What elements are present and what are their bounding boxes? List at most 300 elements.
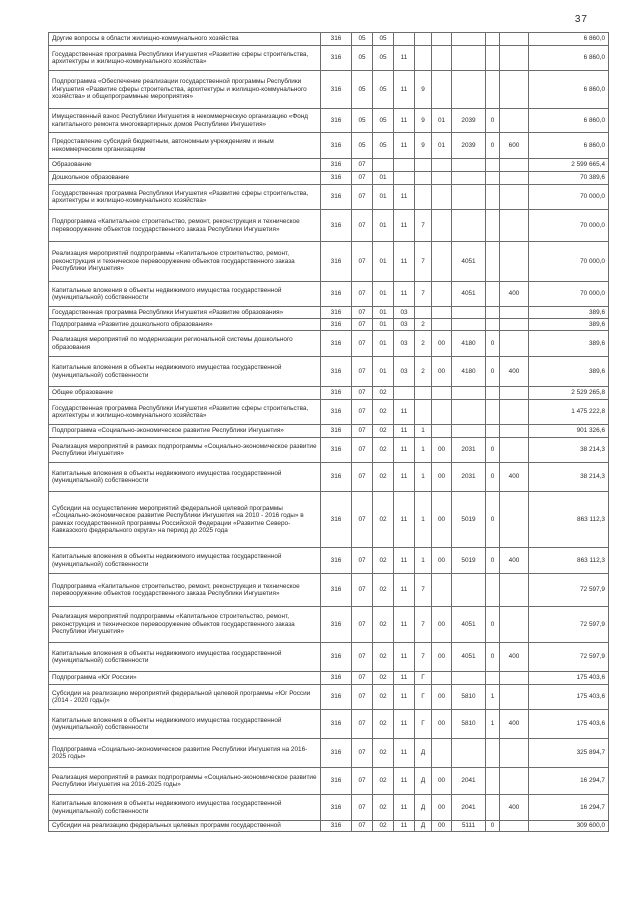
row-code-c4: 11	[394, 210, 415, 242]
row-code-c5: 7	[415, 210, 432, 242]
row-name: Реализация мероприятий подпрограммы «Капитальное строительство, ремонт, реконструкция и техническое перевооружение объектов государственного заказа Республики Ингушетия»	[49, 607, 321, 643]
row-code-c1: 316	[321, 46, 352, 71]
row-code-c4: 11	[394, 46, 415, 71]
row-code-c6: 00	[432, 607, 452, 643]
row-code-c5: 7	[415, 242, 432, 282]
row-code-c8: 0	[486, 548, 500, 574]
row-code-c6: 00	[432, 821, 452, 832]
row-code-c5: Д	[415, 768, 432, 795]
row-amount: 863 112,3	[529, 548, 609, 574]
row-code-c5: Д	[415, 739, 432, 768]
row-name: Подпрограмма «Социально-экономическое развитие Республики Ингушетия на 2016-2025 годы»	[49, 739, 321, 768]
row-code-c2: 07	[352, 159, 373, 172]
row-code-c2: 05	[352, 109, 373, 133]
row-code-c3: 05	[373, 133, 394, 159]
row-code-c9	[500, 185, 529, 210]
row-amount: 70 000,0	[529, 282, 609, 307]
row-code-c7	[452, 159, 486, 172]
row-code-c2: 07	[352, 821, 373, 832]
row-code-c3: 01	[373, 210, 394, 242]
row-code-c4: 11	[394, 492, 415, 548]
row-name: Субсидии на осуществление мероприятий федеральной целевой программы «Социально-экономическое развитие Республики Ингушетия на 2010 - 2016 годы» в рамках государственной программы Российской Федерации «Развитие Северо-Кавказского федерального округа» на период до 2025 года	[49, 492, 321, 548]
row-code-c6	[432, 400, 452, 425]
row-code-c1: 316	[321, 425, 352, 438]
budget-table	[48, 32, 609, 832]
row-code-c9	[500, 438, 529, 463]
row-code-c9	[500, 33, 529, 46]
row-code-c7: 2041	[452, 768, 486, 795]
row-code-c1: 316	[321, 319, 352, 331]
row-code-c4: 11	[394, 710, 415, 739]
row-code-c5: Г	[415, 685, 432, 710]
row-code-c7: 2039	[452, 133, 486, 159]
row-code-c9: 400	[500, 357, 529, 387]
table-row	[49, 159, 609, 172]
row-amount: 72 597,9	[529, 574, 609, 607]
row-code-c7: 4051	[452, 643, 486, 672]
row-code-c8: 0	[486, 357, 500, 387]
row-code-c2: 07	[352, 319, 373, 331]
row-code-c8	[486, 425, 500, 438]
row-code-c8	[486, 185, 500, 210]
row-code-c4: 03	[394, 307, 415, 319]
row-code-c2: 05	[352, 46, 373, 71]
row-code-c5: Г	[415, 710, 432, 739]
row-code-c9	[500, 685, 529, 710]
row-code-c5	[415, 172, 432, 185]
row-amount: 389,6	[529, 307, 609, 319]
row-amount: 6 860,0	[529, 109, 609, 133]
row-code-c9	[500, 821, 529, 832]
row-code-c6	[432, 159, 452, 172]
row-code-c7: 5019	[452, 492, 486, 548]
row-code-c8	[486, 739, 500, 768]
row-code-c7	[452, 210, 486, 242]
row-code-c2: 07	[352, 242, 373, 282]
row-code-c9: 400	[500, 282, 529, 307]
row-code-c9	[500, 307, 529, 319]
row-amount: 72 597,9	[529, 643, 609, 672]
row-code-c5: 1	[415, 492, 432, 548]
row-code-c4: 11	[394, 574, 415, 607]
row-code-c5: 1	[415, 425, 432, 438]
row-code-c5: 1	[415, 463, 432, 492]
row-code-c8	[486, 795, 500, 821]
row-code-c8: 0	[486, 438, 500, 463]
table-row	[49, 739, 609, 768]
row-code-c3: 05	[373, 109, 394, 133]
row-code-c4: 11	[394, 685, 415, 710]
row-code-c5: 7	[415, 574, 432, 607]
row-code-c1: 316	[321, 210, 352, 242]
row-code-c8	[486, 172, 500, 185]
row-amount: 38 214,3	[529, 438, 609, 463]
row-code-c4: 11	[394, 463, 415, 492]
row-code-c2: 05	[352, 133, 373, 159]
row-amount: 16 294,7	[529, 795, 609, 821]
row-code-c5: Г	[415, 672, 432, 685]
row-amount: 6 860,0	[529, 133, 609, 159]
row-amount: 389,6	[529, 331, 609, 357]
row-code-c8: 0	[486, 463, 500, 492]
row-code-c7	[452, 425, 486, 438]
row-amount: 70 000,0	[529, 210, 609, 242]
row-amount: 389,6	[529, 357, 609, 387]
table-row	[49, 795, 609, 821]
row-code-c3: 01	[373, 357, 394, 387]
row-code-c9	[500, 672, 529, 685]
table-row	[49, 185, 609, 210]
row-code-c4: 11	[394, 643, 415, 672]
row-code-c3: 05	[373, 33, 394, 46]
row-name: Реализация мероприятий в рамках подпрограммы «Социально-экономическое развитие Республики Ингушетия на 2016-2025 годы»	[49, 768, 321, 795]
row-code-c1: 316	[321, 400, 352, 425]
row-amount: 2 599 665,4	[529, 159, 609, 172]
row-code-c2: 07	[352, 672, 373, 685]
row-name: Предоставление субсидий бюджетным, автономным учреждениям и иным некоммерческим организациям	[49, 133, 321, 159]
table-row	[49, 438, 609, 463]
row-code-c9: 400	[500, 548, 529, 574]
row-code-c7	[452, 307, 486, 319]
row-name: Другие вопросы в области жилищно-коммунального хозяйства	[49, 33, 321, 46]
row-amount: 863 112,3	[529, 492, 609, 548]
row-name: Капитальные вложения в объекты недвижимого имущества государственной (муниципальной) собственности	[49, 795, 321, 821]
row-code-c9	[500, 425, 529, 438]
row-code-c1: 316	[321, 672, 352, 685]
row-code-c7	[452, 387, 486, 400]
row-code-c5: 7	[415, 643, 432, 672]
row-amount: 1 475 222,8	[529, 400, 609, 425]
row-code-c2: 07	[352, 185, 373, 210]
row-name: Подпрограмма «Социально-экономическое развитие Республики Ингушетия»	[49, 425, 321, 438]
row-code-c5	[415, 387, 432, 400]
row-code-c9	[500, 109, 529, 133]
page-number: 37	[574, 14, 588, 25]
row-code-c6	[432, 574, 452, 607]
row-code-c8	[486, 46, 500, 71]
row-code-c5: Д	[415, 821, 432, 832]
row-name: Государственная программа Республики Ингушетия «Развитие сферы строительства, архитектуры и жилищно-коммунального хозяйства»	[49, 185, 321, 210]
row-code-c8	[486, 319, 500, 331]
row-name: Реализация мероприятий в рамках подпрограммы «Социально-экономическое развитие Республики Ингушетия»	[49, 438, 321, 463]
row-code-c1: 316	[321, 710, 352, 739]
row-code-c6: 00	[432, 357, 452, 387]
row-code-c4: 11	[394, 242, 415, 282]
row-name: Капитальные вложения в объекты недвижимого имущества государственной (муниципальной) собственности	[49, 710, 321, 739]
row-code-c7: 4051	[452, 282, 486, 307]
row-code-c1: 316	[321, 574, 352, 607]
row-name: Субсидии на реализацию федеральных целевых программ государственной	[49, 821, 321, 832]
row-code-c8: 0	[486, 331, 500, 357]
row-code-c1: 316	[321, 739, 352, 768]
row-code-c5	[415, 159, 432, 172]
row-code-c7: 4051	[452, 242, 486, 282]
row-code-c8: 1	[486, 710, 500, 739]
row-code-c6	[432, 307, 452, 319]
row-code-c7: 4051	[452, 607, 486, 643]
table-row	[49, 463, 609, 492]
row-code-c3: 01	[373, 319, 394, 331]
row-code-c9	[500, 71, 529, 109]
row-code-c5: 9	[415, 133, 432, 159]
row-code-c7	[452, 574, 486, 607]
row-name: Подпрограмма «Капитальное строительство, ремонт, реконструкция и техническое перевооружение объектов государственного заказа Республики Ингушетия»	[49, 574, 321, 607]
row-code-c1: 316	[321, 387, 352, 400]
row-code-c9	[500, 319, 529, 331]
row-code-c8	[486, 159, 500, 172]
row-code-c3: 01	[373, 307, 394, 319]
row-code-c4	[394, 159, 415, 172]
row-code-c4: 11	[394, 133, 415, 159]
row-code-c2: 07	[352, 607, 373, 643]
row-name: Подпрограмма «Обеспечение реализации государственной программы Республики Ингушетия «Развитие сферы строительства, архитектуры и жилищно-коммунального хозяйства» и общепрограммные мероприятия»	[49, 71, 321, 109]
row-code-c2: 07	[352, 643, 373, 672]
row-code-c1: 316	[321, 159, 352, 172]
row-code-c7: 2041	[452, 795, 486, 821]
row-code-c7	[452, 46, 486, 71]
row-name: Государственная программа Республики Ингушетия «Развитие сферы строительства, архитектуры и жилищно-коммунального хозяйства»	[49, 400, 321, 425]
row-code-c8	[486, 387, 500, 400]
row-amount: 901 326,6	[529, 425, 609, 438]
table-row	[49, 607, 609, 643]
row-code-c6	[432, 672, 452, 685]
row-code-c8	[486, 768, 500, 795]
row-code-c5	[415, 46, 432, 71]
row-code-c4: 11	[394, 400, 415, 425]
row-code-c7: 4180	[452, 331, 486, 357]
row-code-c3: 02	[373, 685, 394, 710]
row-code-c3: 05	[373, 46, 394, 71]
row-name: Подпрограмма «Юг России»	[49, 672, 321, 685]
table-row	[49, 685, 609, 710]
row-code-c7	[452, 185, 486, 210]
row-code-c9: 400	[500, 463, 529, 492]
row-code-c6: 00	[432, 685, 452, 710]
row-code-c5: 9	[415, 109, 432, 133]
row-name: Капитальные вложения в объекты недвижимого имущества государственной (муниципальной) собственности	[49, 282, 321, 307]
row-code-c8: 0	[486, 607, 500, 643]
row-code-c2: 07	[352, 685, 373, 710]
row-code-c5: Д	[415, 795, 432, 821]
row-code-c8: 0	[486, 133, 500, 159]
row-code-c2: 07	[352, 739, 373, 768]
table-row	[49, 425, 609, 438]
row-code-c9	[500, 768, 529, 795]
row-code-c2: 07	[352, 387, 373, 400]
row-name: Реализация мероприятий подпрограммы «Капитальное строительство, ремонт, реконструкция и техническое перевооружение объектов государственного заказа Республики Ингушетия»	[49, 242, 321, 282]
row-code-c3: 01	[373, 185, 394, 210]
row-code-c4: 11	[394, 71, 415, 109]
row-name: Образование	[49, 159, 321, 172]
row-code-c6	[432, 71, 452, 109]
table-row	[49, 242, 609, 282]
row-amount: 70 000,0	[529, 185, 609, 210]
row-amount: 6 860,0	[529, 46, 609, 71]
row-code-c2: 07	[352, 331, 373, 357]
row-code-c5	[415, 33, 432, 46]
row-code-c4: 11	[394, 109, 415, 133]
row-code-c1: 316	[321, 607, 352, 643]
row-code-c5	[415, 307, 432, 319]
row-name: Имущественный взнос Республики Ингушетия в некоммерческую организацию «Фонд капитального ремонта многоквартирных домов Республики Ингушетия»	[49, 109, 321, 133]
row-amount: 6 860,0	[529, 33, 609, 46]
row-code-c7	[452, 319, 486, 331]
row-code-c7: 4180	[452, 357, 486, 387]
table-body	[49, 33, 609, 832]
table-row	[49, 710, 609, 739]
row-code-c1: 316	[321, 643, 352, 672]
row-amount: 70 389,6	[529, 172, 609, 185]
row-code-c7: 5019	[452, 548, 486, 574]
row-code-c4	[394, 172, 415, 185]
row-amount: 389,6	[529, 319, 609, 331]
row-code-c6: 01	[432, 133, 452, 159]
row-code-c2: 07	[352, 438, 373, 463]
table-row	[49, 133, 609, 159]
row-code-c6: 00	[432, 710, 452, 739]
table-row	[49, 357, 609, 387]
row-code-c4: 11	[394, 739, 415, 768]
table-row	[49, 387, 609, 400]
row-code-c8	[486, 210, 500, 242]
row-amount: 6 860,0	[529, 71, 609, 109]
row-name: Дошкольное образование	[49, 172, 321, 185]
row-code-c8	[486, 672, 500, 685]
row-code-c3: 02	[373, 548, 394, 574]
row-code-c1: 316	[321, 548, 352, 574]
row-code-c6: 00	[432, 795, 452, 821]
row-code-c9: 400	[500, 795, 529, 821]
row-code-c3: 02	[373, 821, 394, 832]
row-code-c1: 316	[321, 795, 352, 821]
row-code-c5: 2	[415, 331, 432, 357]
row-code-c9	[500, 607, 529, 643]
row-code-c4: 11	[394, 768, 415, 795]
row-code-c9: 600	[500, 133, 529, 159]
row-code-c4: 11	[394, 282, 415, 307]
row-code-c8: 0	[486, 643, 500, 672]
row-code-c7	[452, 739, 486, 768]
row-code-c1: 316	[321, 133, 352, 159]
table-row	[49, 282, 609, 307]
row-code-c3: 02	[373, 425, 394, 438]
row-code-c9	[500, 159, 529, 172]
row-code-c8: 0	[486, 492, 500, 548]
row-code-c3: 02	[373, 710, 394, 739]
row-name: Общее образование	[49, 387, 321, 400]
table-row	[49, 71, 609, 109]
row-code-c4: 03	[394, 331, 415, 357]
row-code-c1: 316	[321, 307, 352, 319]
row-code-c8	[486, 71, 500, 109]
row-code-c7	[452, 33, 486, 46]
row-code-c2: 07	[352, 210, 373, 242]
table-row	[49, 548, 609, 574]
row-code-c3: 01	[373, 172, 394, 185]
row-code-c4: 11	[394, 185, 415, 210]
row-amount: 175 403,6	[529, 672, 609, 685]
row-code-c3: 02	[373, 768, 394, 795]
row-code-c1: 316	[321, 282, 352, 307]
row-code-c9	[500, 492, 529, 548]
row-code-c9	[500, 400, 529, 425]
row-code-c6	[432, 210, 452, 242]
row-code-c9	[500, 387, 529, 400]
row-code-c1: 316	[321, 357, 352, 387]
row-code-c5	[415, 400, 432, 425]
row-code-c6	[432, 172, 452, 185]
row-code-c2: 07	[352, 172, 373, 185]
row-code-c7: 2031	[452, 463, 486, 492]
row-code-c1: 316	[321, 685, 352, 710]
row-code-c6: 00	[432, 492, 452, 548]
row-name: Капитальные вложения в объекты недвижимого имущества государственной (муниципальной) собственности	[49, 643, 321, 672]
table-row	[49, 400, 609, 425]
row-code-c2: 07	[352, 463, 373, 492]
table-row	[49, 821, 609, 832]
row-name: Реализация мероприятий по модернизации региональной системы дошкольного образования	[49, 331, 321, 357]
row-code-c6	[432, 282, 452, 307]
row-code-c8: 0	[486, 109, 500, 133]
row-code-c5: 2	[415, 319, 432, 331]
row-code-c6	[432, 242, 452, 282]
row-code-c7: 2039	[452, 109, 486, 133]
row-code-c9	[500, 46, 529, 71]
row-code-c8	[486, 33, 500, 46]
row-code-c4: 11	[394, 821, 415, 832]
table-row	[49, 331, 609, 357]
row-code-c1: 316	[321, 821, 352, 832]
row-code-c9: 400	[500, 643, 529, 672]
row-code-c4: 11	[394, 438, 415, 463]
row-code-c6: 00	[432, 331, 452, 357]
row-code-c6	[432, 425, 452, 438]
row-code-c4: 03	[394, 357, 415, 387]
row-amount: 72 597,9	[529, 607, 609, 643]
row-code-c4	[394, 387, 415, 400]
table-row	[49, 307, 609, 319]
row-code-c3: 02	[373, 387, 394, 400]
row-code-c4: 11	[394, 548, 415, 574]
row-code-c3	[373, 159, 394, 172]
row-code-c3: 01	[373, 242, 394, 282]
table-row	[49, 172, 609, 185]
row-code-c1: 316	[321, 71, 352, 109]
row-amount: 175 403,6	[529, 685, 609, 710]
row-code-c6: 00	[432, 438, 452, 463]
row-code-c6: 00	[432, 643, 452, 672]
row-code-c1: 316	[321, 109, 352, 133]
row-code-c3: 02	[373, 492, 394, 548]
row-code-c6: 00	[432, 768, 452, 795]
row-code-c2: 07	[352, 307, 373, 319]
row-code-c7: 5810	[452, 710, 486, 739]
row-code-c6	[432, 739, 452, 768]
row-code-c6: 00	[432, 463, 452, 492]
row-code-c8	[486, 307, 500, 319]
row-code-c2: 07	[352, 492, 373, 548]
row-code-c2: 07	[352, 400, 373, 425]
row-code-c6	[432, 185, 452, 210]
row-code-c1: 316	[321, 492, 352, 548]
row-code-c1: 316	[321, 242, 352, 282]
row-code-c9: 400	[500, 710, 529, 739]
row-name: Капитальные вложения в объекты недвижимого имущества государственной (муниципальной) собственности	[49, 357, 321, 387]
row-code-c1: 316	[321, 331, 352, 357]
row-code-c3: 02	[373, 672, 394, 685]
row-code-c2: 05	[352, 71, 373, 109]
row-name: Капитальные вложения в объекты недвижимого имущества государственной (муниципальной) собственности	[49, 463, 321, 492]
